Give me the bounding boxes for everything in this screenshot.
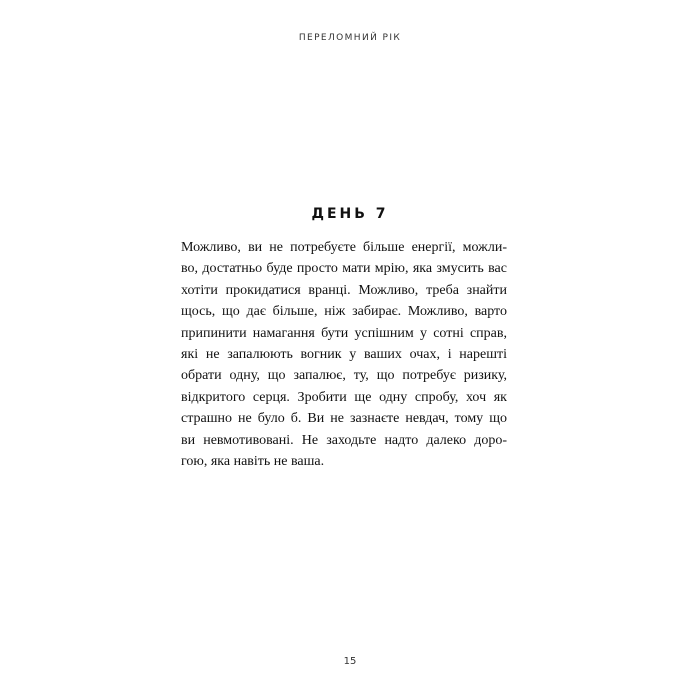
page-number: 15 (343, 656, 357, 667)
text-line: які не запалюють вогник у ваших очах, і нарешті (181, 346, 507, 362)
text-line: щось, що дає більше, ніж забирає. Можливо, варто (181, 304, 507, 320)
running-header: ПЕРЕЛОМНИЙ РІК (298, 33, 402, 43)
text-line: припинити намагання бути успішним у сотні справ, (181, 325, 507, 341)
text-line: во, достатньо буде просто мати мрію, яка змусить вас (181, 261, 507, 277)
text-line: Можливо, ви не потребуєте більше енергії, можли- (181, 240, 507, 255)
text-line: гою, яка навіть не ваша. (181, 453, 325, 469)
body-paragraph (181, 237, 507, 472)
text-line: ви невмотивовані. Не заходьте надто далеко доро- (181, 432, 507, 448)
text-line: обрати одну, що запалює, ту, що потребує ризику, (181, 368, 507, 384)
chapter-title: ДЕНЬ 7 (311, 206, 389, 222)
text-line: хотіти прокидатися вранці. Можливо, треба знайти (181, 282, 507, 298)
text-line: страшно не було б. Ви не зазнаєте невдач, тому що (181, 411, 507, 427)
text-line: відкритого серця. Зробити ще одну спробу, хоч як (181, 389, 507, 405)
